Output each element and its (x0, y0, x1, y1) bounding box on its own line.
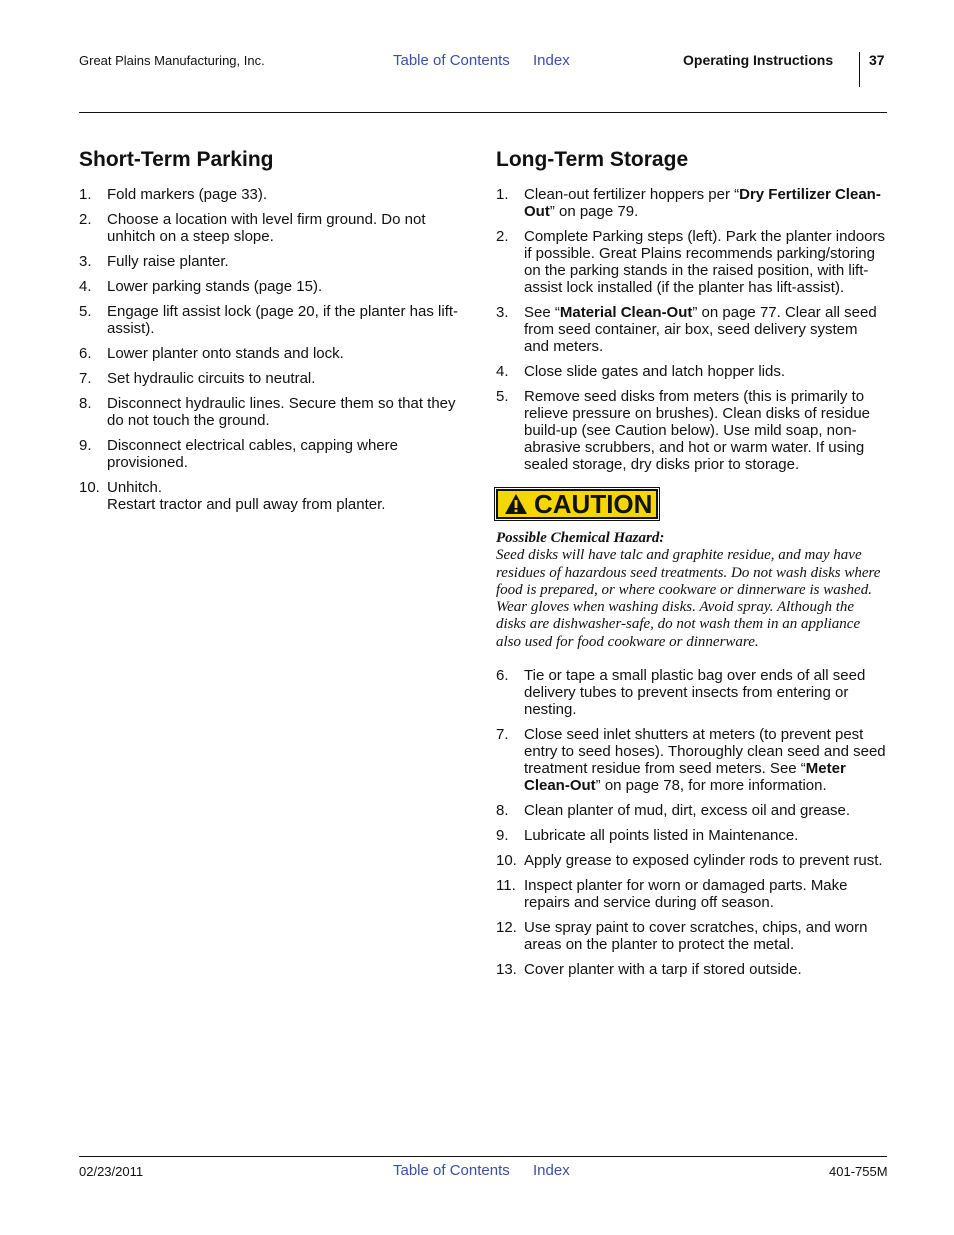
step-number: 11. (496, 877, 516, 895)
short-term-parking-steps (79, 186, 469, 513)
list-item (496, 961, 886, 978)
list-item (496, 919, 886, 953)
step-text: Complete Parking steps (left). Park the planter indoors if possible. Great Plains recommends parking/storing on the parking stands in the raised position, with lift-assist lock installed (if the planter has lift-assist). (524, 228, 886, 296)
step-text: Cover planter with a tarp if stored outside. (524, 961, 802, 979)
step-text: Close slide gates and latch hopper lids. (524, 363, 785, 380)
step-text-tail: ” on page 79. (549, 203, 639, 220)
step-text: Engage lift assist lock (page 20, if the planter has lift-assist). (107, 303, 459, 337)
footer-date: 02/23/2011 (79, 1164, 144, 1179)
step-text: Apply grease to exposed cylinder rods to prevent rust. (524, 852, 883, 870)
step-number: 1. (496, 186, 509, 203)
section-title: Operating Instructions (683, 52, 834, 68)
step-text: Clean planter of mud, dirt, excess oil and grease. (524, 802, 851, 820)
step-number: 7. (79, 370, 92, 387)
step-text: Lower parking stands (page 15). (107, 278, 323, 295)
step-number: 9. (79, 437, 92, 454)
chemical-hazard-note (496, 530, 881, 651)
long-term-storage-section (496, 148, 886, 986)
hazard-text: Seed disks will have talc and graphite residue, and may have residues of hazardous seed treatments. Do not wash disks where food is prepared, or where cookware or dinnerware is washed. Wear gloves when washing disks. Avoid spray. Although the disks are dishwasher-safe, do not wash them in an appliance also used for food cookware or dinnerware. (496, 547, 881, 650)
step-reference: Meter Clean-Out (524, 760, 846, 795)
step-text: Lower planter onto stands and lock. (107, 345, 344, 362)
list-item (79, 437, 469, 471)
step-number: 2. (496, 228, 509, 245)
step-number: 1. (79, 186, 92, 203)
list-item (79, 395, 469, 429)
list-item (496, 802, 886, 819)
step-number: 5. (79, 303, 92, 320)
list-item (79, 303, 469, 337)
step-text-tail: ” on page 77. Clear all seed from seed container, air box, seed delivery system and meters. (524, 304, 877, 355)
list-item (79, 370, 469, 387)
long-term-storage-steps-continued (496, 667, 886, 978)
step-number: 7. (496, 726, 509, 744)
step-reference: Dry Fertilizer Clean-Out (524, 186, 881, 220)
step-reference: Material Clean-Out (559, 304, 693, 321)
footer-rule (79, 1156, 887, 1157)
caution-label (496, 489, 658, 519)
step-text: Lubricate all points listed in Maintenance. (524, 827, 799, 845)
step-number: 2. (79, 211, 92, 228)
step-number: 12. (496, 919, 517, 937)
step-number: 4. (79, 278, 92, 295)
step-number: 6. (496, 667, 509, 685)
step-number: 3. (496, 304, 509, 321)
warning-triangle-icon (504, 493, 528, 515)
list-item (496, 877, 886, 911)
step-text: Remove seed disks from meters (this is primarily to relieve pressure on brushes). Clean disks of residue build-up (see Caution below). Use mild soap, non-abrasive scrubbers, and hot or warm water. If using sealed storage, dry disks prior to storage. (524, 388, 871, 473)
step-text: See “ (524, 304, 560, 321)
footer-index-link[interactable]: Index (533, 1162, 570, 1179)
list-item (79, 253, 469, 270)
page-number: 37 (869, 52, 885, 68)
list-item (79, 186, 469, 203)
step-number: 13. (496, 961, 517, 979)
long-term-storage-steps (496, 186, 886, 473)
short-term-parking-section (79, 148, 469, 521)
step-text: Tie or tape a small plastic bag over ends of all seed delivery tubes to prevent insects from entering or nesting. (524, 667, 866, 719)
list-item (496, 186, 886, 220)
step-number: 4. (496, 363, 509, 380)
step-text: Set hydraulic circuits to neutral. (107, 370, 316, 387)
header-divider (859, 52, 860, 87)
step-text: Clean-out fertilizer hoppers per “ (524, 186, 740, 203)
step-number: 6. (79, 345, 92, 362)
step-text: Disconnect electrical cables, capping where provisioned. (107, 437, 398, 471)
step-number: 8. (496, 802, 509, 820)
list-item (496, 726, 886, 794)
step-number: 3. (79, 253, 92, 270)
list-item (496, 667, 886, 718)
step-number: 5. (496, 388, 509, 405)
list-item (496, 388, 886, 473)
list-item (496, 228, 886, 296)
step-number: 10. (496, 852, 517, 870)
short-term-parking-heading: Short-Term Parking (79, 148, 274, 171)
list-item (496, 852, 886, 869)
step-text: Unhitch. (107, 479, 163, 496)
hazard-title: Possible Chemical Hazard: (496, 530, 665, 546)
list-item (79, 345, 469, 362)
list-item (496, 304, 886, 355)
step-text: Inspect planter for worn or damaged parts. Make repairs and service during off season. (524, 877, 848, 912)
step-text: Disconnect hydraulic lines. Secure them so that they do not touch the ground. (107, 395, 456, 429)
step-text-continued: Restart tractor and pull away from planter. (107, 496, 386, 513)
header-rule (79, 112, 887, 113)
step-number: 8. (79, 395, 92, 412)
document-number: 401-755M (829, 1164, 888, 1179)
list-item (496, 363, 886, 380)
footer-toc-link[interactable]: Table of Contents (393, 1162, 510, 1179)
step-text-tail: ” on page 78, for more information. (595, 777, 827, 795)
list-item (79, 479, 469, 513)
step-text: Fully raise planter. (107, 253, 229, 270)
company-name: Great Plains Manufacturing, Inc. (79, 53, 265, 68)
step-number: 9. (496, 827, 509, 845)
step-text: Close seed inlet shutters at meters (to prevent pest entry to seed hoses). Thoroughly clean seed and seed treatment residue from seed meters. See “ (524, 726, 886, 778)
step-text: Choose a location with level firm ground. Do not unhitch on a steep slope. (107, 211, 426, 245)
header-index-link[interactable]: Index (533, 52, 570, 69)
step-number: 10. (79, 479, 100, 496)
caution-text: CAUTION (534, 489, 653, 519)
step-text: Use spray paint to cover scratches, chips, and worn areas on the planter to protect the metal. (524, 919, 868, 954)
step-text: Fold markers (page 33). (107, 186, 268, 203)
long-term-storage-heading: Long-Term Storage (496, 148, 689, 171)
header-toc-link[interactable]: Table of Contents (393, 52, 510, 69)
list-item (79, 211, 469, 245)
list-item (79, 278, 469, 295)
list-item (496, 827, 886, 844)
